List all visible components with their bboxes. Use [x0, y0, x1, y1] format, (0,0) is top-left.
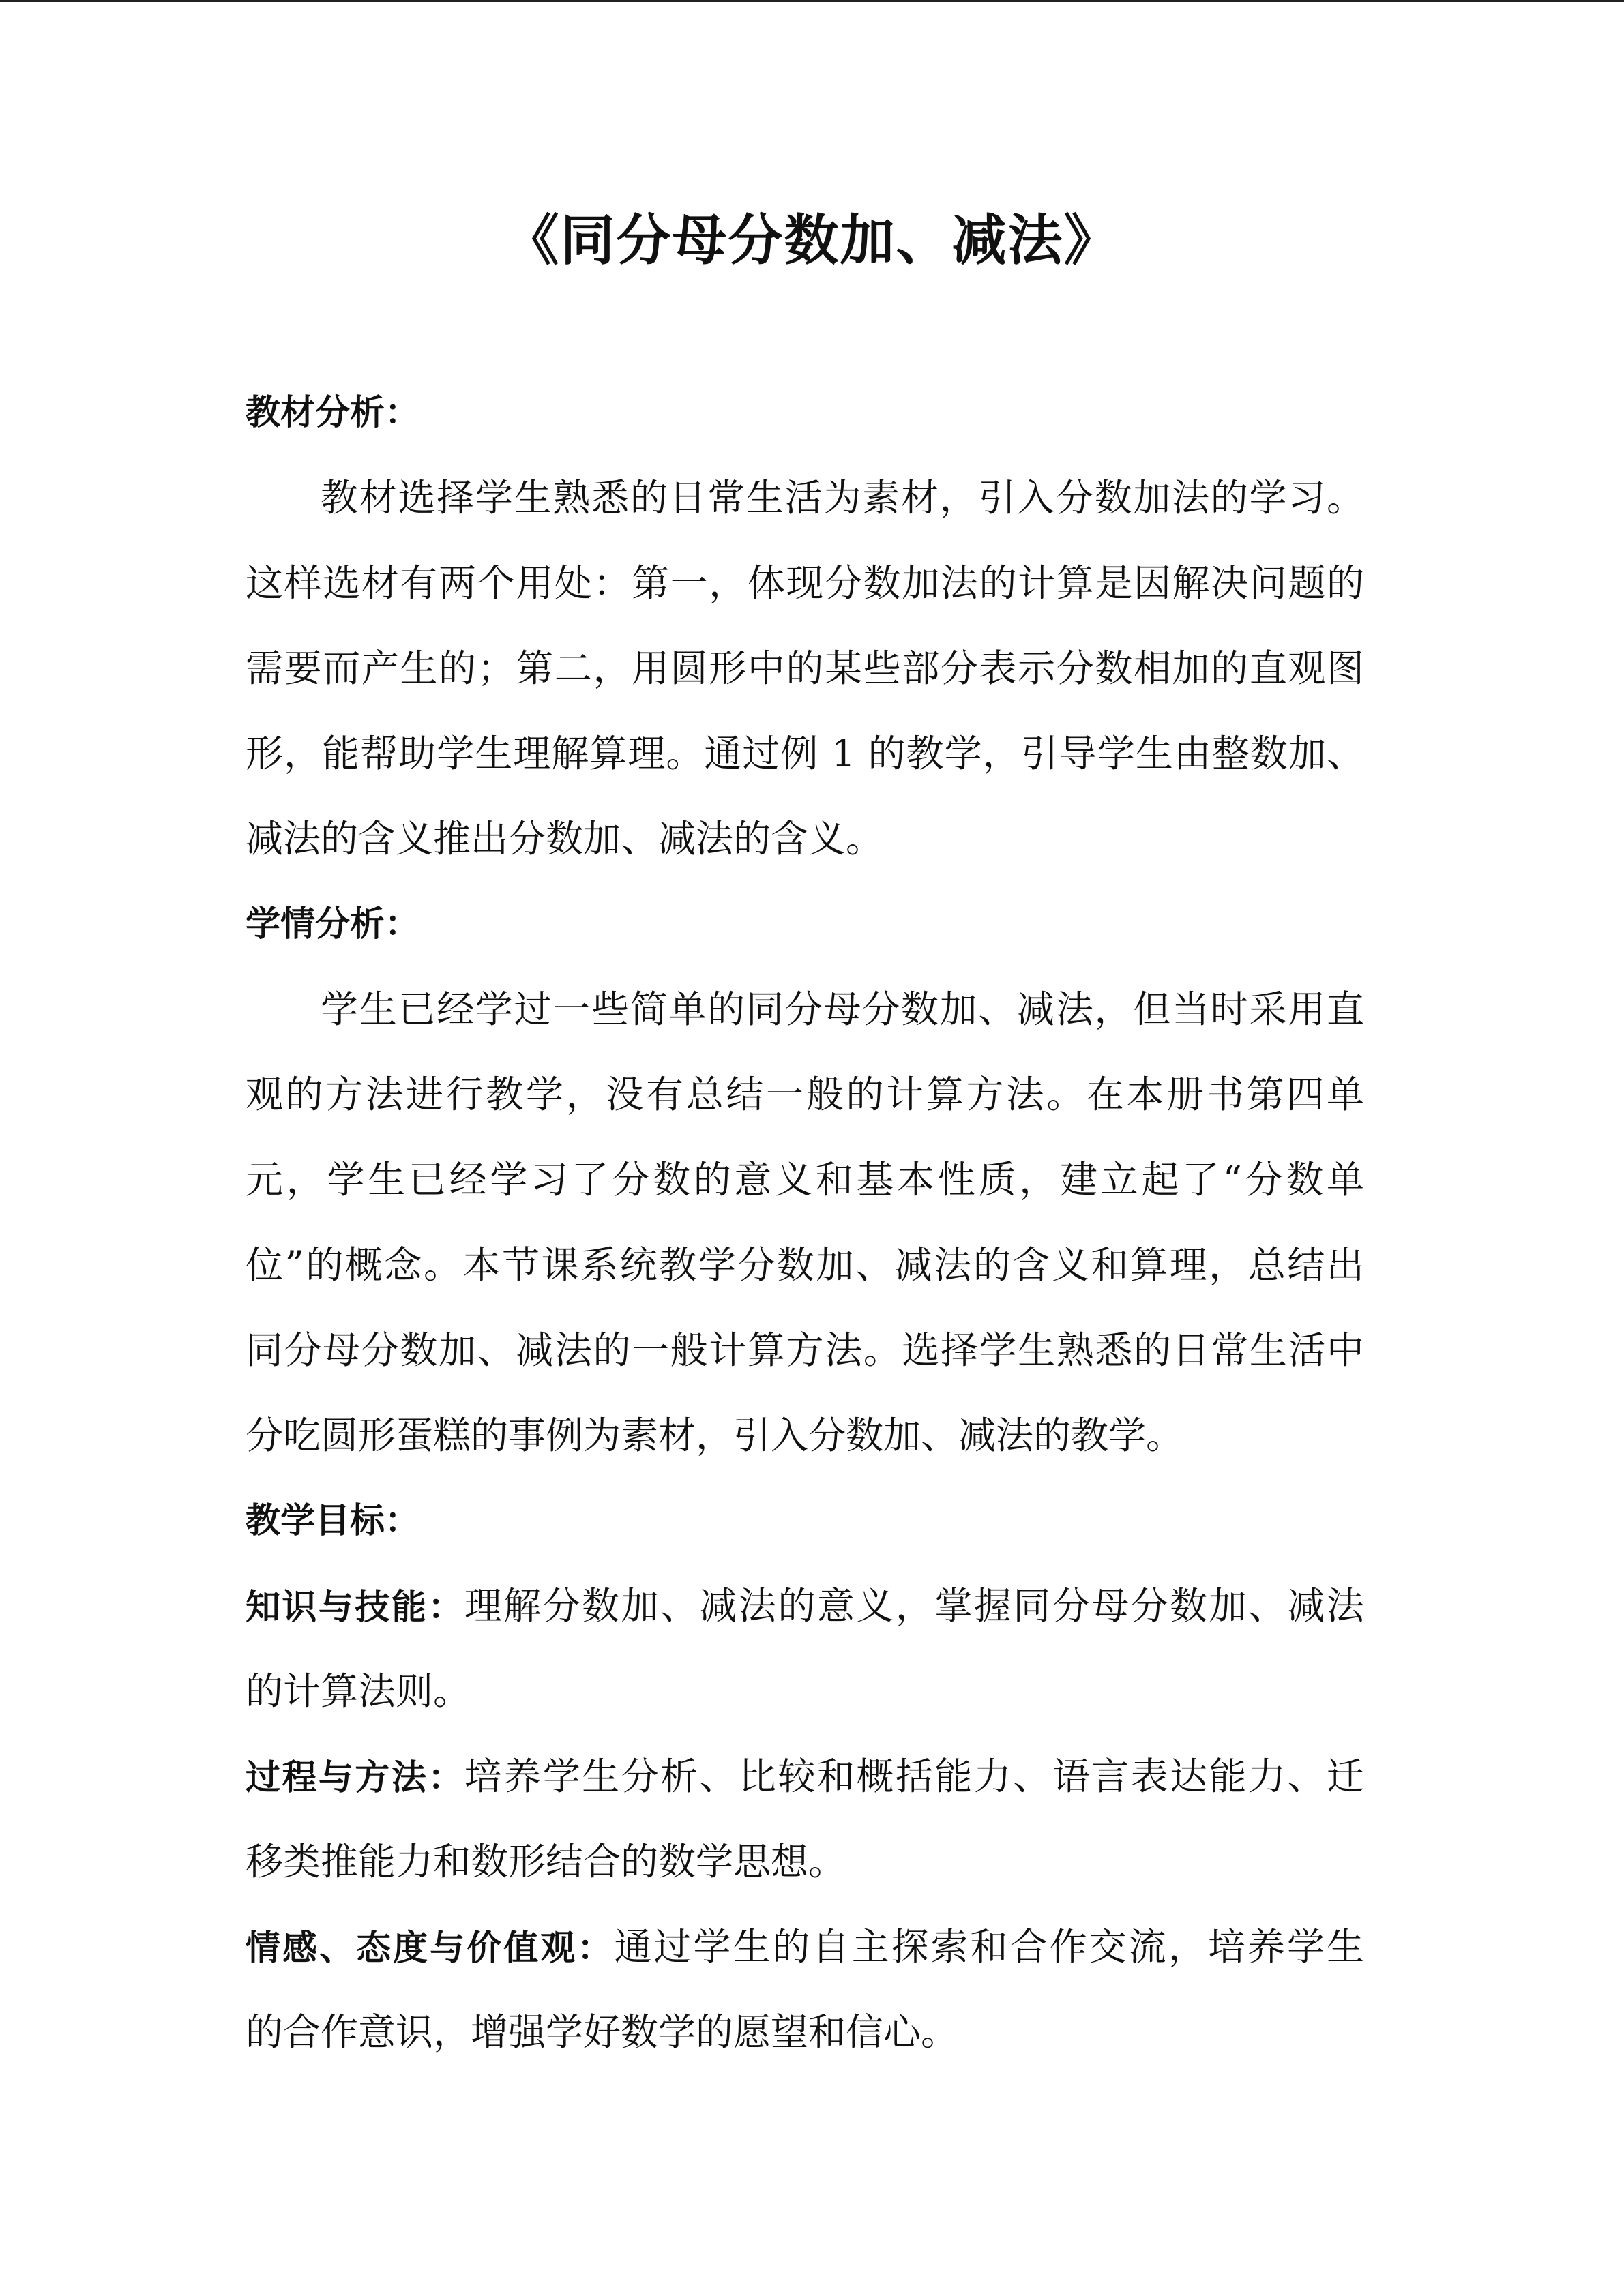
- goal-process-label: 过程与方法：: [246, 1758, 464, 1798]
- goal-knowledge-text: 理解分数加、减法的意义，掌握同分母分数加、减法: [464, 1584, 1364, 1628]
- learning-line-1: 学生已经学过一些简单的同分母分数加、减法，但当时采用直: [321, 987, 1364, 1031]
- goal-process-line-1: [246, 1734, 1364, 1819]
- goal-process-line-2: 移类推能力和数形结合的数学思想。: [246, 1840, 846, 1883]
- document-title: 《同分母分数加、减法》: [504, 209, 1120, 272]
- goal-knowledge-line-1: [246, 1564, 1364, 1649]
- section-heading-material: 教材分析：: [246, 393, 420, 433]
- material-line-2: 这样选材有两个用处：第一，体现分数加法的计算是因解决问题的: [246, 561, 1364, 605]
- learning-line-6: 分吃圆形蛋糕的事例为素材，引入分数加、减法的教学。: [246, 1414, 1184, 1457]
- goal-attitude-line-1: [246, 1905, 1364, 1990]
- goal-knowledge-label: 知识与技能：: [246, 1587, 464, 1628]
- learning-line-3: 元，学生已经学习了分数的意义和基本性质，建立起了“分数单: [246, 1158, 1364, 1202]
- material-line-4: 形，能帮助学生理解算理。通过例 1 的教学，引导学生由整数加、: [246, 732, 1364, 775]
- material-line-1: 教材选择学生熟悉的日常生活为素材，引入分数加法的学习。: [321, 476, 1364, 520]
- section-heading-learning: 学情分析：: [246, 904, 420, 944]
- learning-line-4: 位”的概念。本节课系统教学分数加、减法的含义和算理，总结出: [246, 1243, 1364, 1287]
- learning-line-2: 观的方法进行教学，没有总结一般的计算方法。在本册书第四单: [246, 1073, 1364, 1116]
- goal-attitude-label: 情感、态度与价值观：: [246, 1928, 615, 1969]
- goal-attitude-line-2: 的合作意识，增强学好数学的愿望和信心。: [246, 2010, 959, 2054]
- material-line-3: 需要而产生的；第二，用圆形中的某些部分表示分数相加的直观图: [246, 646, 1364, 690]
- goal-knowledge-line-2: 的计算法则。: [246, 1669, 471, 1713]
- goal-attitude-text: 通过学生的自主探索和合作交流，培养学生: [614, 1925, 1364, 1969]
- section-heading-goals: 教学目标：: [246, 1501, 420, 1541]
- goal-process-text: 培养学生分析、比较和概括能力、语言表达能力、迁: [464, 1755, 1364, 1798]
- material-line-5: 减法的含义推出分数加、减法的含义。: [246, 817, 884, 861]
- learning-line-5: 同分母分数加、减法的一般计算方法。选择学生熟悉的日常生活中: [246, 1328, 1364, 1372]
